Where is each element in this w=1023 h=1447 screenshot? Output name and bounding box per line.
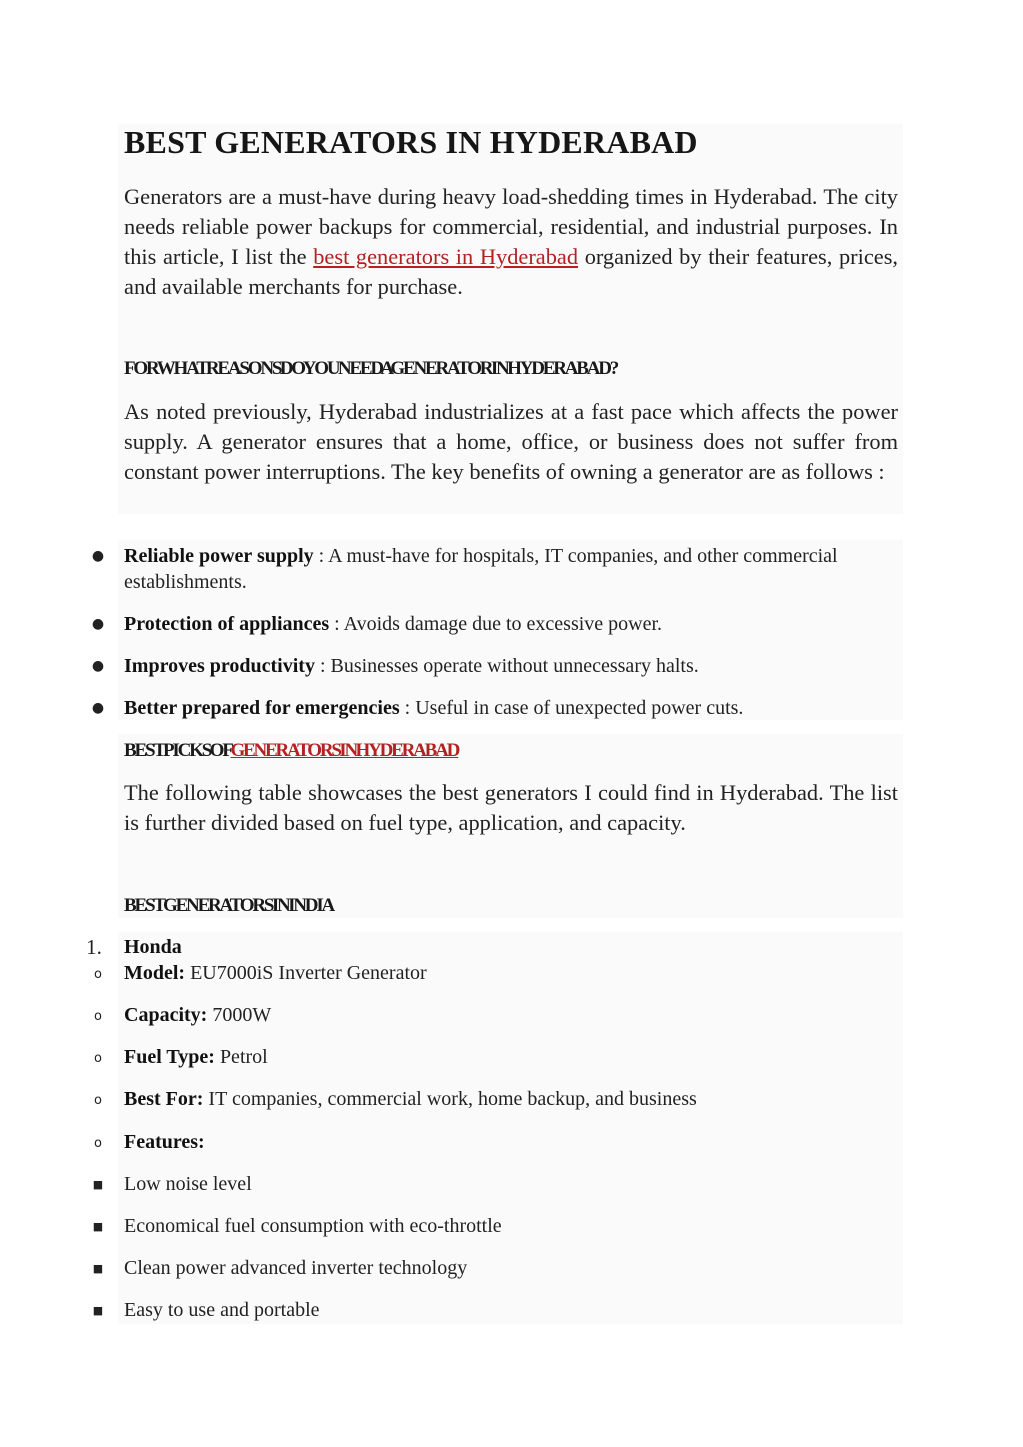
spec-label: Model: (124, 962, 186, 984)
spec-label: Fuel Type: (124, 1046, 215, 1068)
benefit-title: Reliable power supply (124, 545, 314, 567)
bullet-marker: ● (91, 658, 105, 674)
heading-prefix: BEST PICKS OF (124, 740, 231, 761)
benefit-text: : Useful in case of unexpected power cuts. (399, 697, 744, 719)
list-number: 1. (86, 935, 102, 959)
feature-text: Low noise level (124, 1173, 252, 1195)
feature-text: Economical fuel consumption with eco-throttle (124, 1215, 502, 1237)
spec-value: EU7000iS Inverter Generator (185, 962, 427, 984)
square-marker: ■ (92, 1304, 104, 1317)
best-picks-paragraph: The following table showcases the best generators I could find in Hyderabad. The list is further divided based on fuel type, application, and capacity. (124, 780, 898, 835)
feature-text: Clean power advanced inverter technology (124, 1257, 468, 1279)
benefit-title: Improves productivity (124, 655, 315, 677)
best-generators-link[interactable]: best generators in Hyderabad (313, 244, 579, 269)
benefit-text: : Businesses operate without unnecessary halts. (314, 655, 699, 677)
section-heading-best-picks (124, 740, 458, 762)
bullet-marker: ● (91, 700, 105, 716)
benefit-title: Better prepared for emergencies (124, 697, 400, 719)
page-title: BEST GENERATORS IN HYDERABAD (124, 124, 698, 160)
circle-marker: o (94, 967, 102, 982)
spec-value: IT companies, commercial work, home backup, and business (203, 1088, 697, 1110)
circle-marker: o (94, 1136, 102, 1151)
reasons-paragraph: As noted previously, Hyderabad industrializes at a fast pace which affects the power supply. A generator ensures that a home, office, or business does not suffer from constant power interruptions. The key benefits of owning a generator are as follows : (124, 399, 898, 484)
circle-marker: o (94, 1093, 102, 1108)
spec-label: Best For: (124, 1088, 204, 1110)
bullet-marker: ● (91, 616, 105, 632)
intro-paragraph (124, 182, 898, 302)
square-marker: ■ (92, 1220, 104, 1233)
benefit-title: Protection of appliances (124, 613, 330, 635)
feature-text: Easy to use and portable (124, 1299, 320, 1321)
generators-in-hyderabad-link[interactable]: GENERATORS IN HYDERABAD (230, 740, 459, 761)
intro-text-end: organized by their features, prices, and available merchants for purchase. (124, 244, 899, 299)
benefit-text: : A must-have for hospitals, IT companies, and other commercial establishments. (124, 545, 838, 593)
brand-name: Honda (124, 936, 182, 958)
spec-label: Capacity: (124, 1004, 208, 1026)
spec-value: 7000W (207, 1004, 272, 1026)
section-heading-best-in-india: BEST GENERATORS IN INDIA (124, 895, 334, 916)
square-marker: ■ (92, 1178, 104, 1191)
square-marker: ■ (92, 1262, 104, 1275)
spec-label: Features: (124, 1131, 205, 1153)
benefit-text: : Avoids damage due to excessive power. (329, 613, 663, 635)
section-heading-reasons: FOR WHAT REASONS DO YOU NEED A GENERATOR IN HYDERABAD? (124, 358, 618, 379)
intro-text-start: Generators are a must-have during heavy load-shedding times in Hyderabad. The city needs reliable power backups for commercial, residential, and industrial purposes. In this article, I list the (124, 184, 898, 269)
bullet-marker: ● (91, 548, 105, 564)
circle-marker: o (94, 1051, 102, 1066)
circle-marker: o (94, 1009, 102, 1024)
spec-value: Petrol (214, 1046, 268, 1068)
